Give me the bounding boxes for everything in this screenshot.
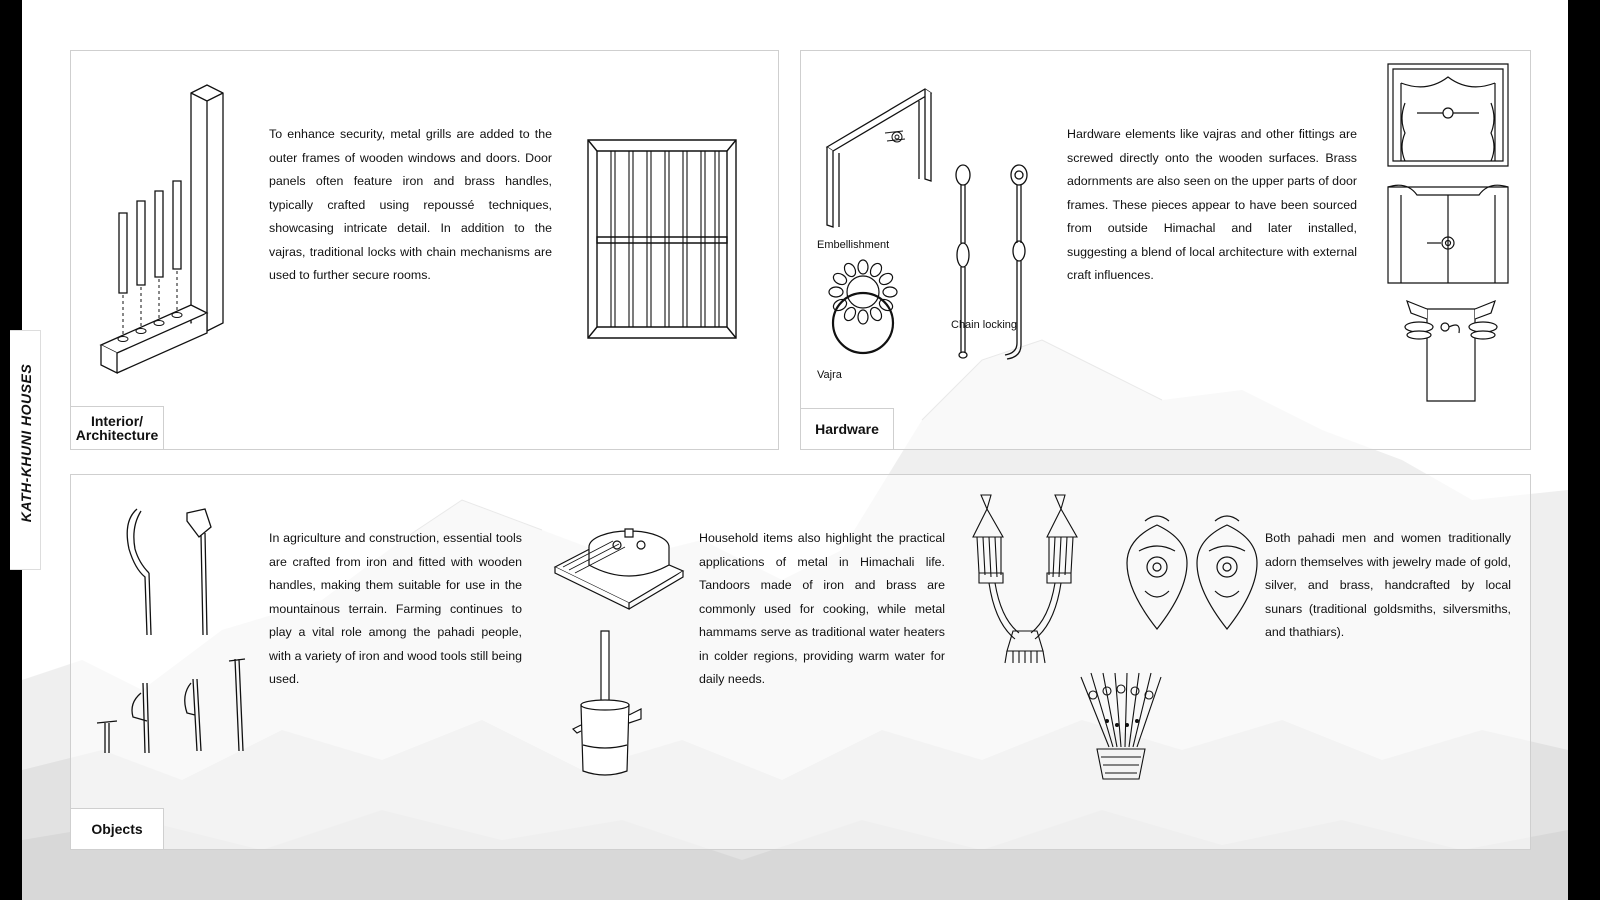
headdress-ornament-drawing <box>1071 671 1171 783</box>
hardware-panel <box>800 50 1531 450</box>
farming-tools-drawing <box>91 507 251 777</box>
necklace-jewelry-drawing <box>969 493 1081 665</box>
wooden-frame-grill-sockets-drawing <box>99 83 229 383</box>
hardware-description: Hardware elements like vajras and other fittings are screwed directly onto the wooden surfaces. Brass adornments are also seen on the upper parts of door frames. These pieces appear to have been sourced from outside Himachal and later installed, suggesting a blend of local architecture with external craft influences. <box>1067 127 1357 282</box>
vajra-ring-drawing <box>823 261 903 361</box>
tandoor-drawing <box>549 507 689 617</box>
hardware-tag: Hardware <box>800 408 894 450</box>
objects-panel <box>70 474 1531 850</box>
brass-door-adornment-drawing-3 <box>1405 299 1497 401</box>
vajra-caption: Vajra <box>817 369 842 381</box>
earrings-jewelry-drawing <box>1117 511 1267 635</box>
interior-architecture-tag <box>70 406 164 450</box>
interior-description: To enhance security, metal grills are added to the outer frames of wooden windows and doors. Door panels often feature iron and brass handles, typically crafted using repoussé techniques, showcasing intricate detail. In addition to the vajras, traditional locks with chain mechanisms are used to further secure rooms. <box>269 127 552 282</box>
jewelry-description: Both pahadi men and women traditionally adorn themselves with jewelry made of gold, silver, and brass, handcrafted by local sunars (traditional goldsmiths, silversmiths, and thathiars). <box>1265 531 1511 639</box>
interior-tag-line-2: Architecture <box>75 427 159 443</box>
embellishment-caption: Embellishment <box>817 239 890 251</box>
chain-locking-drawing <box>951 163 1033 363</box>
brass-door-adornment-drawing-2 <box>1387 181 1509 285</box>
sidebar-title: KATH-KHUNI HOUSES <box>18 363 34 523</box>
objects-tag: Objects <box>70 808 164 850</box>
tools-description: In agriculture and construction, essential tools are crafted from iron and fitted with wooden handles, making them suitable for use in the mountainous terrain. Farming continues to play a vital role among the pahadi people, with a variety of iron and wood tools still being used. <box>269 531 522 686</box>
window-grill-drawing <box>587 139 737 339</box>
hammam-water-heater-drawing <box>569 629 649 779</box>
embellishment-door-frame-drawing <box>825 87 935 227</box>
interior-architecture-panel <box>70 50 779 450</box>
household-description: Household items also highlight the practical applications of metal in Himachali life. Tandoors made of iron and brass are commonly used for cooking, while metal hammams serve as traditional water heaters in colder regions, providing warm water for daily needs. <box>699 531 945 686</box>
brass-door-adornment-drawing-1 <box>1387 63 1509 167</box>
right-page-edge <box>1568 0 1600 900</box>
chain-locking-caption: Chain locking <box>951 319 1018 331</box>
interior-tag-line-1: Interior/ <box>90 413 144 429</box>
